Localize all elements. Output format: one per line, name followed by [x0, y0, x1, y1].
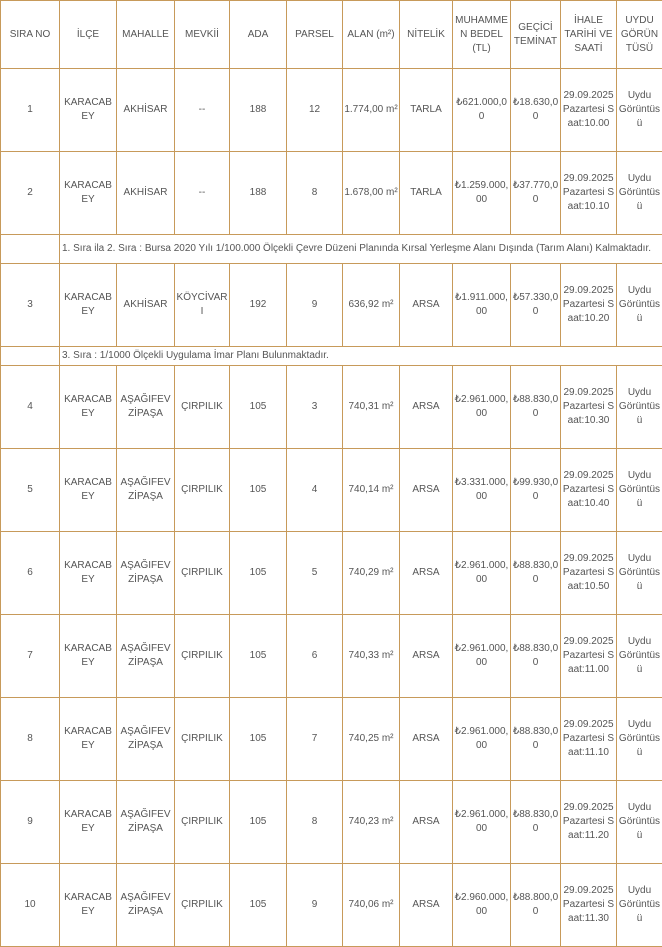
table-row [1, 449, 662, 532]
cell-ihale-tarihi: 29.09.2025 Pazartesi Saat:10.20 [561, 264, 617, 347]
table-row [1, 264, 662, 347]
note-spacer [1, 347, 60, 366]
cell-mahalle: AŞAĞIFEVZİPAŞA [117, 781, 175, 864]
cell-gecici-teminat: ₺88.830,00 [511, 532, 561, 615]
cell-ilce: KARACABEY [60, 698, 117, 781]
cell-mahalle: AŞAĞIFEVZİPAŞA [117, 366, 175, 449]
cell-nitelik: ARSA [400, 449, 453, 532]
cell-gecici-teminat: ₺88.830,00 [511, 781, 561, 864]
cell-sira-no: 5 [1, 449, 60, 532]
cell-ihale-tarihi: 29.09.2025 Pazartesi Saat:10.40 [561, 449, 617, 532]
cell-gecici-teminat: ₺99.930,00 [511, 449, 561, 532]
cell-ilce: KARACABEY [60, 152, 117, 235]
note-spacer [1, 235, 60, 264]
header-parsel: PARSEL [287, 1, 343, 69]
cell-uydu-goruntusu-link[interactable]: Uydu Görüntüsü [617, 366, 662, 449]
cell-ilce: KARACABEY [60, 864, 117, 947]
cell-ihale-tarihi: 29.09.2025 Pazartesi Saat:10.50 [561, 532, 617, 615]
table-row [1, 781, 662, 864]
cell-muhammen-bedel: ₺2.960.000,00 [453, 864, 511, 947]
cell-parsel: 7 [287, 698, 343, 781]
header-gecici-teminat: GEÇİCİ TEMİNAT [511, 1, 561, 69]
header-alan: ALAN (m²) [343, 1, 400, 69]
cell-ada: 105 [230, 532, 287, 615]
cell-mevkii: ÇIRPILIK [175, 615, 230, 698]
cell-mevkii: -- [175, 152, 230, 235]
cell-alan: 740,23 m² [343, 781, 400, 864]
cell-mahalle: AŞAĞIFEVZİPAŞA [117, 615, 175, 698]
cell-gecici-teminat: ₺18.630,00 [511, 69, 561, 152]
cell-gecici-teminat: ₺88.800,00 [511, 864, 561, 947]
cell-ihale-tarihi: 29.09.2025 Pazartesi Saat:11.20 [561, 781, 617, 864]
cell-sira-no: 9 [1, 781, 60, 864]
cell-mevkii: -- [175, 69, 230, 152]
cell-sira-no: 4 [1, 366, 60, 449]
cell-mahalle: AŞAĞIFEVZİPAŞA [117, 864, 175, 947]
cell-mahalle: AŞAĞIFEVZİPAŞA [117, 698, 175, 781]
cell-sira-no: 6 [1, 532, 60, 615]
cell-ihale-tarihi: 29.09.2025 Pazartesi Saat:11.10 [561, 698, 617, 781]
cell-parsel: 9 [287, 264, 343, 347]
table-row [1, 532, 662, 615]
table-row [1, 864, 662, 947]
cell-sira-no: 2 [1, 152, 60, 235]
cell-parsel: 3 [287, 366, 343, 449]
cell-mevkii: ÇIRPILIK [175, 864, 230, 947]
cell-ada: 105 [230, 698, 287, 781]
cell-alan: 636,92 m² [343, 264, 400, 347]
cell-ada: 188 [230, 69, 287, 152]
cell-uydu-goruntusu-link[interactable]: Uydu Görüntüsü [617, 449, 662, 532]
cell-gecici-teminat: ₺88.830,00 [511, 615, 561, 698]
cell-ada: 105 [230, 366, 287, 449]
cell-uydu-goruntusu-link[interactable]: Uydu Görüntüsü [617, 615, 662, 698]
cell-parsel: 12 [287, 69, 343, 152]
table-row [1, 152, 662, 235]
cell-ada: 105 [230, 449, 287, 532]
cell-alan: 740,06 m² [343, 864, 400, 947]
header-uydu-goruntusu: UYDU GÖRÜNTÜSÜ [617, 1, 662, 69]
table-body [1, 69, 662, 947]
cell-parsel: 8 [287, 152, 343, 235]
cell-ihale-tarihi: 29.09.2025 Pazartesi Saat:11.00 [561, 615, 617, 698]
table-row [1, 698, 662, 781]
cell-ilce: KARACABEY [60, 449, 117, 532]
cell-alan: 740,25 m² [343, 698, 400, 781]
header-ada: ADA [230, 1, 287, 69]
cell-ilce: KARACABEY [60, 532, 117, 615]
cell-gecici-teminat: ₺37.770,00 [511, 152, 561, 235]
cell-gecici-teminat: ₺88.830,00 [511, 366, 561, 449]
cell-gecici-teminat: ₺88.830,00 [511, 698, 561, 781]
cell-muhammen-bedel: ₺2.961.000,00 [453, 698, 511, 781]
cell-sira-no: 7 [1, 615, 60, 698]
header-mevkii: MEVKİİ [175, 1, 230, 69]
cell-mevkii: ÇIRPILIK [175, 449, 230, 532]
cell-ilce: KARACABEY [60, 781, 117, 864]
cell-ada: 105 [230, 864, 287, 947]
cell-muhammen-bedel: ₺2.961.000,00 [453, 366, 511, 449]
cell-mahalle: AKHİSAR [117, 152, 175, 235]
cell-ilce: KARACABEY [60, 264, 117, 347]
cell-ada: 188 [230, 152, 287, 235]
cell-alan: 740,33 m² [343, 615, 400, 698]
cell-ihale-tarihi: 29.09.2025 Pazartesi Saat:11.30 [561, 864, 617, 947]
cell-sira-no: 8 [1, 698, 60, 781]
cell-parsel: 5 [287, 532, 343, 615]
cell-mevkii: ÇIRPILIK [175, 698, 230, 781]
table-row [1, 615, 662, 698]
cell-nitelik: ARSA [400, 781, 453, 864]
cell-muhammen-bedel: ₺2.961.000,00 [453, 781, 511, 864]
cell-nitelik: ARSA [400, 698, 453, 781]
cell-uydu-goruntusu-link[interactable]: Uydu Görüntüsü [617, 264, 662, 347]
cell-uydu-goruntusu-link[interactable]: Uydu Görüntüsü [617, 152, 662, 235]
cell-ilce: KARACABEY [60, 366, 117, 449]
cell-ada: 105 [230, 615, 287, 698]
cell-ilce: KARACABEY [60, 69, 117, 152]
note-text: 1. Sıra ila 2. Sıra : Bursa 2020 Yılı 1/100.000 Ölçekli Çevre Düzeni Planında Kırsal Yerleşme Alanı Dışında (Tarım Alanı) Kalmaktadır. [60, 235, 662, 264]
cell-alan: 740,14 m² [343, 449, 400, 532]
cell-mevkii: ÇIRPILIK [175, 532, 230, 615]
cell-parsel: 9 [287, 864, 343, 947]
cell-muhammen-bedel: ₺1.259.000,00 [453, 152, 511, 235]
cell-uydu-goruntusu-link[interactable]: Uydu Görüntüsü [617, 698, 662, 781]
header-ilce: İLÇE [60, 1, 117, 69]
cell-muhammen-bedel: ₺2.961.000,00 [453, 532, 511, 615]
cell-parsel: 4 [287, 449, 343, 532]
cell-alan: 1.774,00 m² [343, 69, 400, 152]
cell-uydu-goruntusu-link[interactable]: Uydu Görüntüsü [617, 69, 662, 152]
cell-mevkii: ÇIRPILIK [175, 366, 230, 449]
header-sira-no: SIRA NO [1, 1, 60, 69]
header-muhammen-bedel: MUHAMMEN BEDEL (TL) [453, 1, 511, 69]
cell-parsel: 6 [287, 615, 343, 698]
cell-nitelik: ARSA [400, 615, 453, 698]
cell-ada: 105 [230, 781, 287, 864]
header-nitelik: NİTELİK [400, 1, 453, 69]
cell-nitelik: TARLA [400, 152, 453, 235]
cell-uydu-goruntusu-link[interactable]: Uydu Görüntüsü [617, 532, 662, 615]
cell-muhammen-bedel: ₺2.961.000,00 [453, 615, 511, 698]
cell-sira-no: 10 [1, 864, 60, 947]
note-text: 3. Sıra : 1/1000 Ölçekli Uygulama İmar Planı Bulunmaktadır. [60, 347, 662, 366]
cell-uydu-goruntusu-link[interactable]: Uydu Görüntüsü [617, 864, 662, 947]
table-row [1, 69, 662, 152]
header-row [1, 1, 662, 69]
header-mahalle: MAHALLE [117, 1, 175, 69]
cell-muhammen-bedel: ₺621.000,00 [453, 69, 511, 152]
cell-nitelik: ARSA [400, 366, 453, 449]
cell-nitelik: ARSA [400, 532, 453, 615]
cell-mevkii: ÇIRPILIK [175, 781, 230, 864]
cell-ilce: KARACABEY [60, 615, 117, 698]
cell-muhammen-bedel: ₺1.911.000,00 [453, 264, 511, 347]
cell-ihale-tarihi: 29.09.2025 Pazartesi Saat:10.10 [561, 152, 617, 235]
cell-muhammen-bedel: ₺3.331.000,00 [453, 449, 511, 532]
cell-ada: 192 [230, 264, 287, 347]
cell-sira-no: 1 [1, 69, 60, 152]
cell-uydu-goruntusu-link[interactable]: Uydu Görüntüsü [617, 781, 662, 864]
cell-ihale-tarihi: 29.09.2025 Pazartesi Saat:10.00 [561, 69, 617, 152]
note-row [1, 235, 662, 264]
cell-nitelik: TARLA [400, 69, 453, 152]
cell-gecici-teminat: ₺57.330,00 [511, 264, 561, 347]
table-row [1, 366, 662, 449]
cell-nitelik: ARSA [400, 264, 453, 347]
cell-mahalle: AKHİSAR [117, 264, 175, 347]
header-ihale-tarihi: İHALE TARİHİ VE SAATİ [561, 1, 617, 69]
cell-mevkii: KÖYCİVARI [175, 264, 230, 347]
cell-sira-no: 3 [1, 264, 60, 347]
cell-nitelik: ARSA [400, 864, 453, 947]
cell-parsel: 8 [287, 781, 343, 864]
note-row [1, 347, 662, 366]
cell-alan: 740,31 m² [343, 366, 400, 449]
cell-mahalle: AŞAĞIFEVZİPAŞA [117, 449, 175, 532]
cell-ihale-tarihi: 29.09.2025 Pazartesi Saat:10.30 [561, 366, 617, 449]
cell-alan: 1.678,00 m² [343, 152, 400, 235]
cell-mahalle: AŞAĞIFEVZİPAŞA [117, 532, 175, 615]
cell-mahalle: AKHİSAR [117, 69, 175, 152]
cell-alan: 740,29 m² [343, 532, 400, 615]
